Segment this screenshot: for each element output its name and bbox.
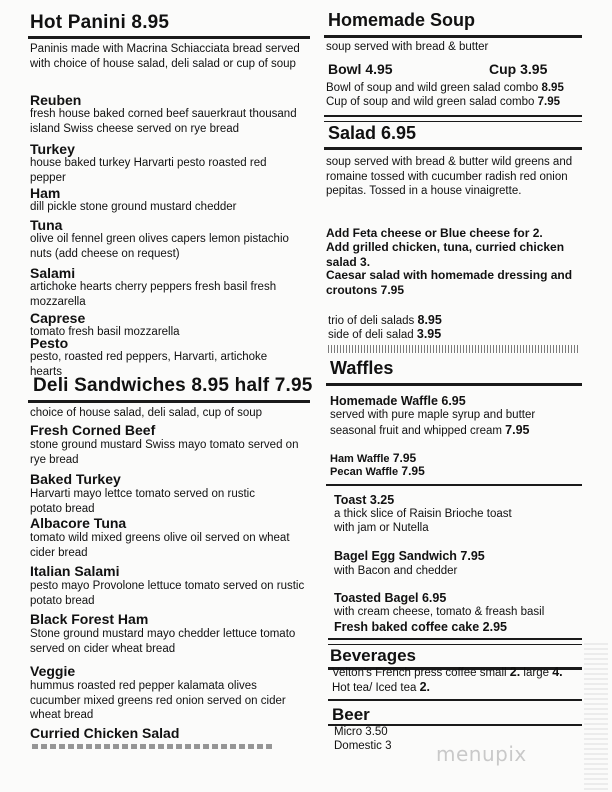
panini-item-name: Salami xyxy=(30,265,76,281)
deli-item-name: Albacore Tuna xyxy=(30,515,127,531)
deli-item-name: Italian Salami xyxy=(30,563,120,579)
panini-item-desc: olive oil fennel green olives capers lemon pistachio nuts (add cheese on request) xyxy=(30,233,289,260)
deli-item-name: Veggie xyxy=(30,663,76,679)
panini-item-name: Ham xyxy=(30,185,61,201)
coffee-line: Velton's French press coffee small 2. large 4. xyxy=(332,665,563,679)
toast-desc: a thick slice of Raisin Brioche toast xyxy=(334,508,512,520)
soup-intro: soup served with bread & butter xyxy=(326,41,489,53)
toasted-bagel-desc: with cream cheese, tomato & freash basil xyxy=(334,606,545,618)
coffee-cake: Fresh baked coffee cake 2.95 xyxy=(334,620,508,634)
toast: Toast 3.25 xyxy=(334,493,395,507)
panini-item-name: Caprese xyxy=(30,310,86,326)
panini-item-name: Turkey xyxy=(30,141,75,157)
panini-item-desc: house baked turkey Harvarti pesto roasted red pepper xyxy=(30,157,267,184)
deli-item-desc: hummus roasted red pepper kalamata olives cucumber mixed greens red onion served on cider wheat bread xyxy=(30,680,286,722)
beer-domestic: Domestic 3 xyxy=(334,740,392,752)
soup-bowl: Bowl 4.95 xyxy=(328,61,393,77)
soup-combo-bowl: Bowl of soup and wild green salad combo 8.95 xyxy=(326,82,564,94)
dotted-divider xyxy=(328,345,578,353)
waffles-bottom-rule xyxy=(326,484,582,486)
beverages-title: Beverages xyxy=(330,646,417,665)
panini-item-desc: tomato fresh basil mozzarella xyxy=(30,326,180,338)
deli-item-desc: tomato wild mixed greens olive oil served on wheat cider bread xyxy=(30,532,290,559)
soup-cup: Cup 3.95 xyxy=(489,61,548,77)
cut-off-text xyxy=(32,744,272,749)
panini-item-desc: artichoke hearts cherry peppers fresh basil fresh mozzarella xyxy=(30,281,277,308)
panini-item-desc: dill pickle stone ground mustard chedder xyxy=(30,201,237,213)
homemade-waffle-extra: seasonal fruit and whipped cream 7.95 xyxy=(330,423,530,437)
beer-micro: Micro 3.50 xyxy=(334,726,388,738)
salad-add-cheese: Add Feta cheese or Blue cheese for 2. xyxy=(326,226,543,240)
pecan-waffle: Pecan Waffle 7.95 xyxy=(330,464,425,478)
panini-item-name: Pesto xyxy=(30,335,69,351)
toasted-bagel: Toasted Bagel 6.95 xyxy=(334,591,447,605)
side-deli-salad: side of deli salad 3.95 xyxy=(328,327,442,341)
soup-title: Homemade Soup xyxy=(328,10,476,30)
waffles-rule xyxy=(326,383,582,386)
deli-item-name: Curried Chicken Salad xyxy=(30,725,180,741)
salad-add-protein: Add grilled chicken, tuna, curried chicken salad 3. xyxy=(326,240,565,270)
panini-item-desc: pesto, roasted red peppers, Harvarti, artichoke hearts xyxy=(30,351,268,378)
homemade-waffle: Homemade Waffle 6.95 xyxy=(330,394,466,408)
beverages-top-rule xyxy=(328,638,582,645)
deli-title: Deli Sandwiches 8.95 half 7.95 xyxy=(33,375,313,396)
soup-rule xyxy=(324,35,582,38)
panini-item-name: Reuben xyxy=(30,92,82,108)
panini-item-desc: fresh house baked corned beef sauerkraut thousand island Swiss cheese served on rye bread xyxy=(30,108,297,135)
homemade-waffle-desc: served with pure maple syrup and butter xyxy=(330,409,536,421)
panini-item-name: Tuna xyxy=(30,217,63,233)
tea-line: Hot tea/ Iced tea 2. xyxy=(332,680,431,694)
caesar-salad: Caesar salad with homemade dressing and croutons 7.95 xyxy=(326,268,573,298)
deli-item-desc: pesto mayo Provolone lettuce tomato served on rustic potato bread xyxy=(30,580,305,607)
salad-top-rule xyxy=(324,115,582,122)
deli-rule xyxy=(28,400,310,403)
watermark-logo: menupix xyxy=(436,742,527,766)
panini-title: Hot Panini 8.95 xyxy=(30,12,170,33)
panini-intro: Paninis made with Macrina Schiacciata bread served with choice of house salad, deli salad or cup of soup xyxy=(30,43,300,70)
salad-title: Salad 6.95 xyxy=(328,123,417,143)
ham-waffle: Ham Waffle 7.95 xyxy=(330,451,417,465)
deli-intro: choice of house salad, deli salad, cup of soup xyxy=(30,407,263,419)
bagel-egg-sandwich: Bagel Egg Sandwich 7.95 xyxy=(334,549,485,563)
deli-item-name: Baked Turkey xyxy=(30,471,121,487)
deli-item-desc: Harvarti mayo lettce tomato served on rustic potato bread xyxy=(30,488,255,515)
salad-rule xyxy=(324,147,582,150)
waffles-title: Waffles xyxy=(330,358,394,378)
salad-desc: soup served with bread & butter wild greens and romaine tossed with cucumber radish red onion pepitas. Tossed in a house vinaigrette. xyxy=(326,156,573,198)
panini-rule xyxy=(28,36,310,39)
beer-title: Beer xyxy=(332,705,370,724)
deli-item-desc: stone ground mustard Swiss mayo tomato served on rye bread xyxy=(30,439,299,466)
trio-deli-salads: trio of deli salads 8.95 xyxy=(328,313,442,327)
toast-desc: with jam or Nutella xyxy=(334,522,429,534)
bagel-egg-desc: with Bacon and chedder xyxy=(334,565,458,577)
deli-item-name: Fresh Corned Beef xyxy=(30,422,156,438)
deli-item-desc: Stone ground mustard mayo chedder lettuce tomato served on cider wheat bread xyxy=(30,628,296,655)
scan-shadow xyxy=(584,640,608,790)
deli-item-name: Black Forest Ham xyxy=(30,611,149,627)
soup-combo-cup: Cup of soup and wild green salad combo 7.95 xyxy=(326,96,561,108)
beer-top-rule xyxy=(328,699,582,701)
